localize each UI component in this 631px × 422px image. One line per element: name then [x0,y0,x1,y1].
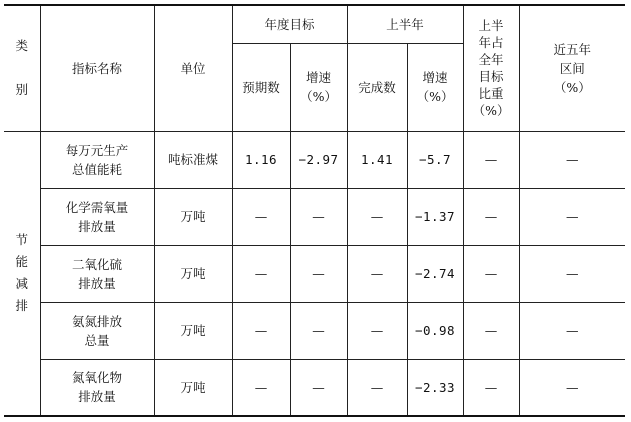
actual-growth-cell: −2.74 [407,245,463,302]
table-row [4,245,625,302]
header-first-half: 上半年 [347,5,463,43]
range-cell: — [519,302,625,359]
range-cell: — [519,359,625,416]
table-row [4,188,625,245]
header-indicator-name: 指标名称 [40,5,154,131]
expected-value-cell: — [232,302,290,359]
indicator-name: 氨氮排放 总量 [40,302,154,359]
actual-growth-cell: −5.7 [407,131,463,188]
target-growth-cell: — [290,302,347,359]
actual-growth-cell: −2.33 [407,359,463,416]
indicator-name: 化学需氧量 排放量 [40,188,154,245]
completed-value-cell: — [347,245,407,302]
expected-value-cell: — [232,359,290,416]
header-category: 类 别 [4,5,40,131]
range-cell: — [519,245,625,302]
range-cell: — [519,188,625,245]
header-expected-value: 预期数 [232,43,290,131]
unit-cell: 万吨 [154,359,232,416]
target-growth-cell: — [290,245,347,302]
unit-cell: 万吨 [154,245,232,302]
actual-growth-cell: −0.98 [407,302,463,359]
group-label-energy-saving: 节 能 减 排 [4,131,40,416]
share-cell: — [463,245,519,302]
header-share-of-annual: 上半 年占 全年 目标 比重 （%） [463,5,519,131]
header-five-year-range: 近五年 区间 （%） [519,5,625,131]
range-cell: — [519,131,625,188]
target-growth-cell: — [290,359,347,416]
completed-value-cell: — [347,302,407,359]
unit-cell: 万吨 [154,302,232,359]
header-target-growth: 增速 （%） [290,43,347,131]
table-row [4,302,625,359]
completed-value-cell: — [347,188,407,245]
energy-saving-indicators-table [4,4,625,417]
actual-growth-cell: −1.37 [407,188,463,245]
target-growth-cell: −2.97 [290,131,347,188]
expected-value-cell: — [232,188,290,245]
share-cell: — [463,359,519,416]
completed-value-cell: — [347,359,407,416]
target-growth-cell: — [290,188,347,245]
table-row [4,359,625,416]
header-unit: 单位 [154,5,232,131]
indicator-name: 每万元生产 总值能耗 [40,131,154,188]
completed-value-cell: 1.41 [347,131,407,188]
indicator-name: 氮氧化物 排放量 [40,359,154,416]
share-cell: — [463,302,519,359]
header-actual-growth: 增速 （%） [407,43,463,131]
share-cell: — [463,131,519,188]
unit-cell: 吨标准煤 [154,131,232,188]
expected-value-cell: — [232,245,290,302]
indicator-name: 二氧化硫 排放量 [40,245,154,302]
header-completed-value: 完成数 [347,43,407,131]
table-row [4,131,625,188]
unit-cell: 万吨 [154,188,232,245]
share-cell: — [463,188,519,245]
header-annual-target: 年度目标 [232,5,347,43]
expected-value-cell: 1.16 [232,131,290,188]
